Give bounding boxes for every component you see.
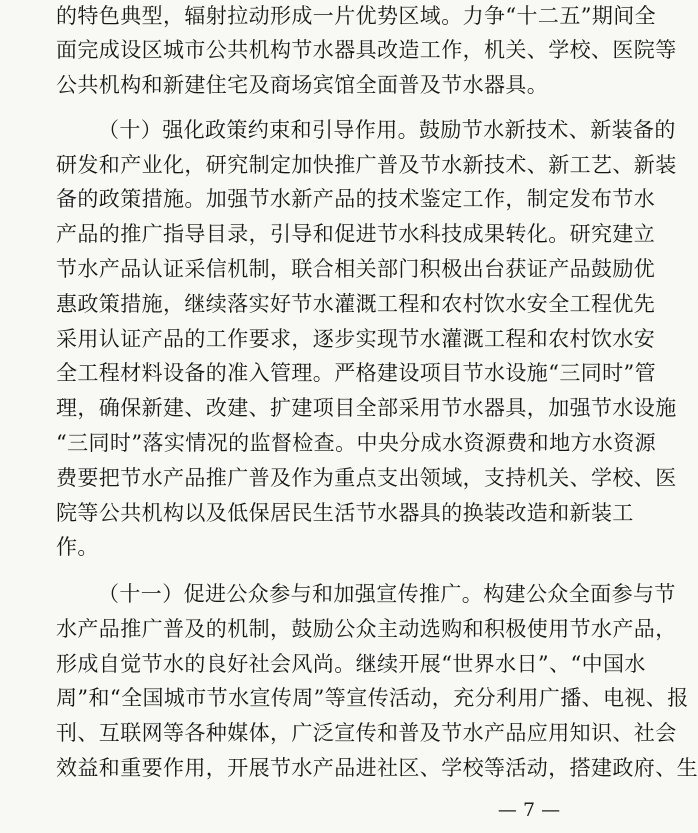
- text-line: 面完成设区城市公共机构节水器具改造工作，机关、学校、医院等: [56, 38, 677, 62]
- page-number: — 7 —: [497, 799, 561, 821]
- text-line: 公共机构和新建住宅及商场宾馆全面普及节水器具。: [56, 73, 549, 97]
- text-line: 产品的推广指导目录，引导和促进节水科技成果转化。研究建立: [56, 222, 656, 246]
- text-line: 费要把节水产品推广普及作为重点支出领域，支持机关、学校、医: [56, 466, 677, 490]
- text-line: 水产品推广普及的机制，鼓励公众主动选购和积极使用节水产品，: [56, 617, 677, 641]
- text-line: 作。: [56, 535, 99, 559]
- text-line: 全工程材料设备的准入管理。严格建设项目节水设施“三同时”管: [56, 361, 657, 385]
- text-line: 的特色典型，辐射拉动形成一片优势区域。力争“十二五”期间全: [56, 4, 657, 28]
- text-line: 惠政策措施，继续落实好节水灌溉工程和农村饮水安全工程优先: [56, 292, 656, 316]
- text-line: “三同时”落实情况的监督检查。中央分成水资源费和地方水资源: [56, 431, 657, 455]
- text-line: 形成自觉节水的良好社会风尚。继续开展“世界水日”、“中国水: [56, 652, 646, 676]
- section-ten-heading-line: （十）强化政策约束和引导作用。鼓励节水新技术、新装备的: [98, 118, 676, 142]
- text-line: 采用认证产品的工作要求，逐步实现节水灌溉工程和农村饮水安: [56, 327, 656, 351]
- text-line: 刊、互联网等各种媒体，广泛宣传和普及节水产品应用知识、社会: [56, 721, 677, 745]
- text-line: 研发和产业化，研究制定加快推广普及节水新技术、新工艺、新装: [56, 153, 677, 177]
- text-line: 效益和重要作用，开展节水产品进社区、学校等活动，搭建政府、生: [56, 756, 698, 780]
- text-line: 周”和“全国城市节水宣传周”等宣传活动，充分利用广播、电视、报: [56, 686, 689, 710]
- text-line: 院等公共机构以及低保居民生活节水器具的换装改造和新装工: [56, 501, 634, 525]
- text-line: 理，确保新建、改建、扩建项目全部采用节水器具，加强节水设施: [56, 396, 677, 420]
- text-line: 备的政策措施。加强节水新产品的技术鉴定工作，制定发布节水: [56, 187, 656, 211]
- text-line: 节水产品认证采信机制，联合相关部门积极出台获证产品鼓励优: [56, 257, 656, 281]
- section-eleven-heading-line: （十一）促进公众参与和加强宣传推广。构建公众全面参与节: [98, 582, 676, 606]
